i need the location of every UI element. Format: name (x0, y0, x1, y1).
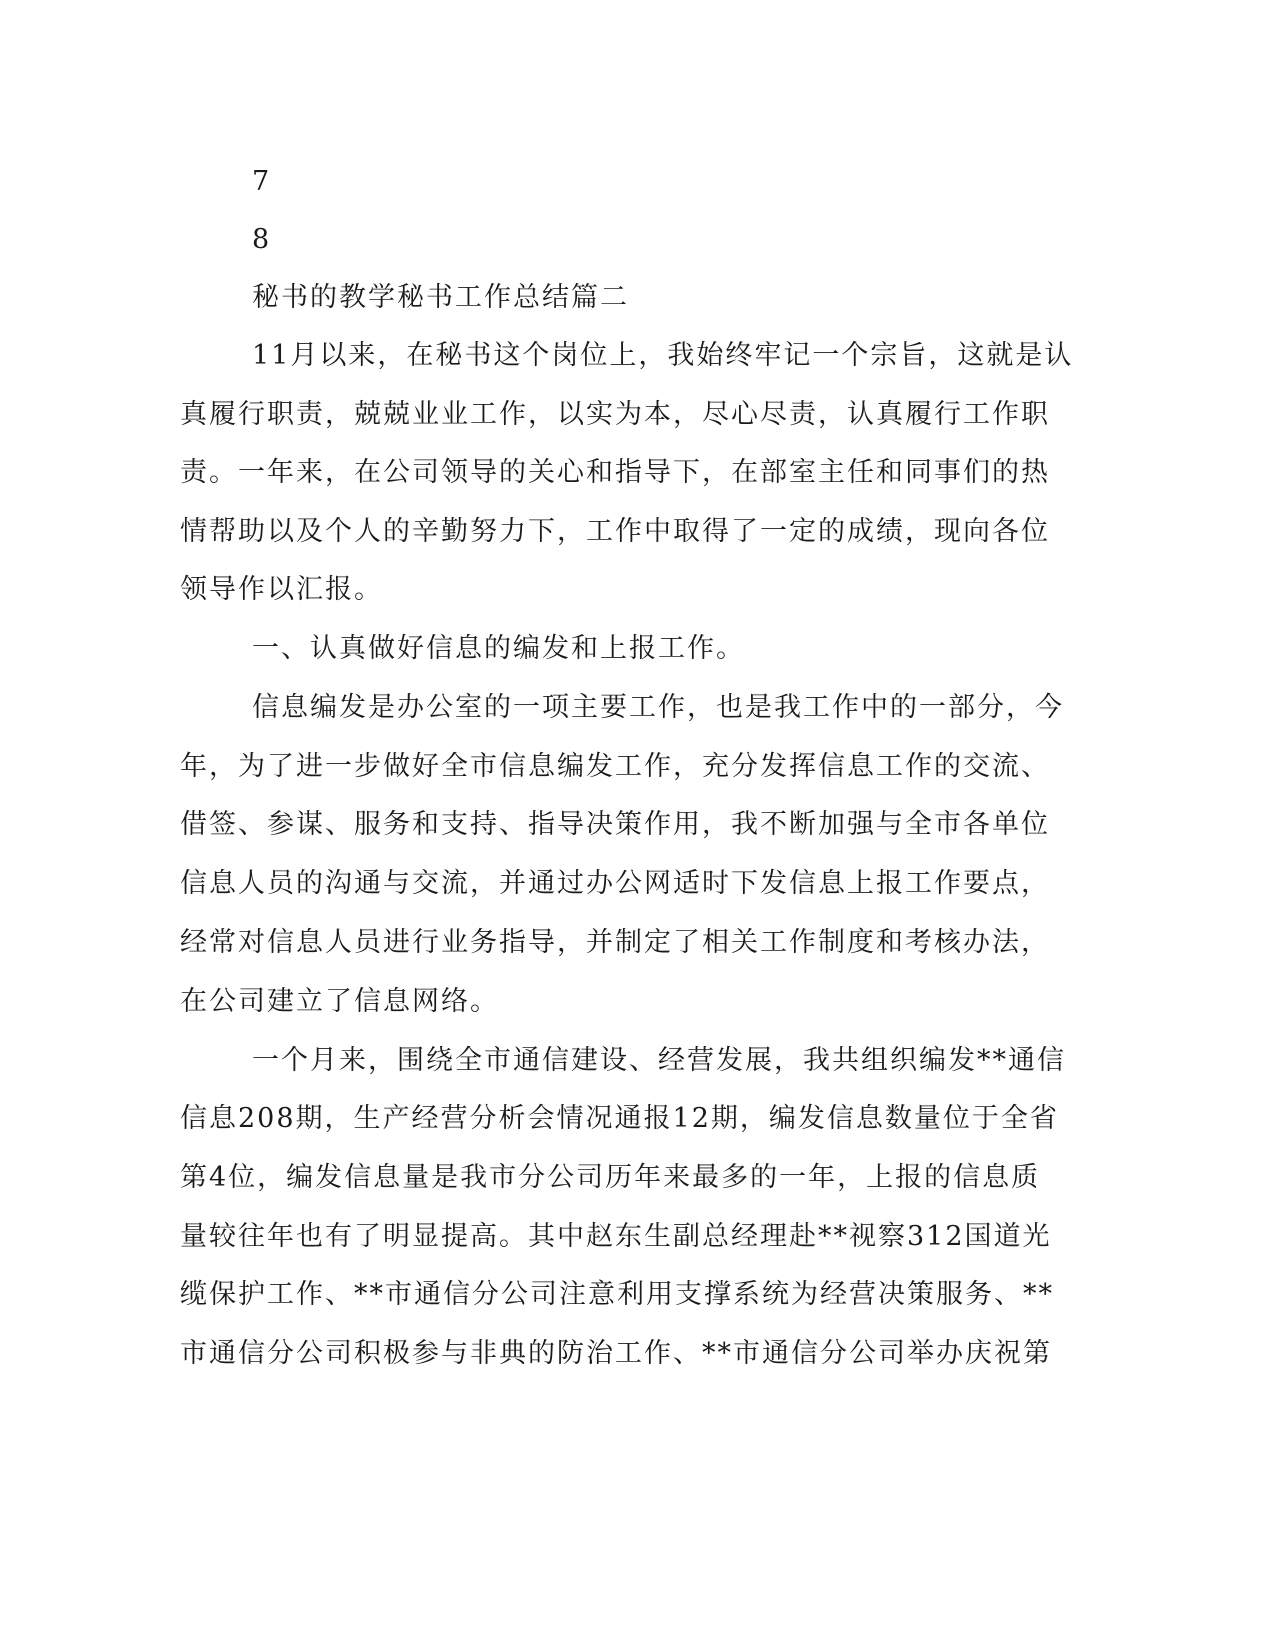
paragraph-line: 量较往年也有了明显提高。其中赵东生副总经理赴**视察312国道光 (180, 1221, 1052, 1252)
paragraph-line: 年，为了进一步做好全市信息编发工作，充分发挥信息工作的交流、 (180, 751, 1050, 782)
paragraph-line: 情帮助以及个人的辛勤努力下，工作中取得了一定的成绩，现向各位 (180, 516, 1050, 547)
section-heading: 一、认真做好信息的编发和上报工作。 (252, 633, 745, 664)
paragraph-line: 责。一年来，在公司领导的关心和指导下，在部室主任和同事们的热 (180, 457, 1050, 488)
section-title: 秘书的教学秘书工作总结篇二 (252, 282, 629, 313)
paragraph-line: 信息人员的沟通与交流，并通过办公网适时下发信息上报工作要点， (180, 868, 1050, 899)
paragraph-line: 缆保护工作、**市通信分公司注意利用支撑系统为经营决策服务、** (180, 1279, 1054, 1310)
paragraph-line: 11月以来，在秘书这个岗位上，我始终牢记一个宗旨，这就是认 (252, 340, 1074, 371)
paragraph-line: 一个月来，围绕全市通信建设、经营发展，我共组织编发**通信 (252, 1045, 1066, 1076)
paragraph-line: 在公司建立了信息网络。 (180, 986, 499, 1017)
paragraph-line: 信息208期，生产经营分析会情况通报12期，编发信息数量位于全省 (180, 1103, 1059, 1134)
paragraph-line: 第4位，编发信息量是我市分公司历年来最多的一年，上报的信息质 (180, 1162, 1041, 1193)
paragraph-line: 借签、参谋、服务和支持、指导决策作用，我不断加强与全市各单位 (180, 809, 1050, 840)
page-number-7: 7 (252, 166, 272, 197)
paragraph-line: 经常对信息人员进行业务指导，并制定了相关工作制度和考核办法， (180, 927, 1050, 958)
paragraph-line: 信息编发是办公室的一项主要工作，也是我工作中的一部分，今 (252, 692, 1064, 723)
paragraph-line: 真履行职责，兢兢业业工作，以实为本，尽心尽责，认真履行工作职 (180, 399, 1050, 430)
paragraph-line: 领导作以汇报。 (180, 574, 383, 605)
page-number-8: 8 (252, 224, 272, 255)
paragraph-line: 市通信分公司积极参与非典的防治工作、**市通信分公司举办庆祝第 (180, 1338, 1052, 1369)
